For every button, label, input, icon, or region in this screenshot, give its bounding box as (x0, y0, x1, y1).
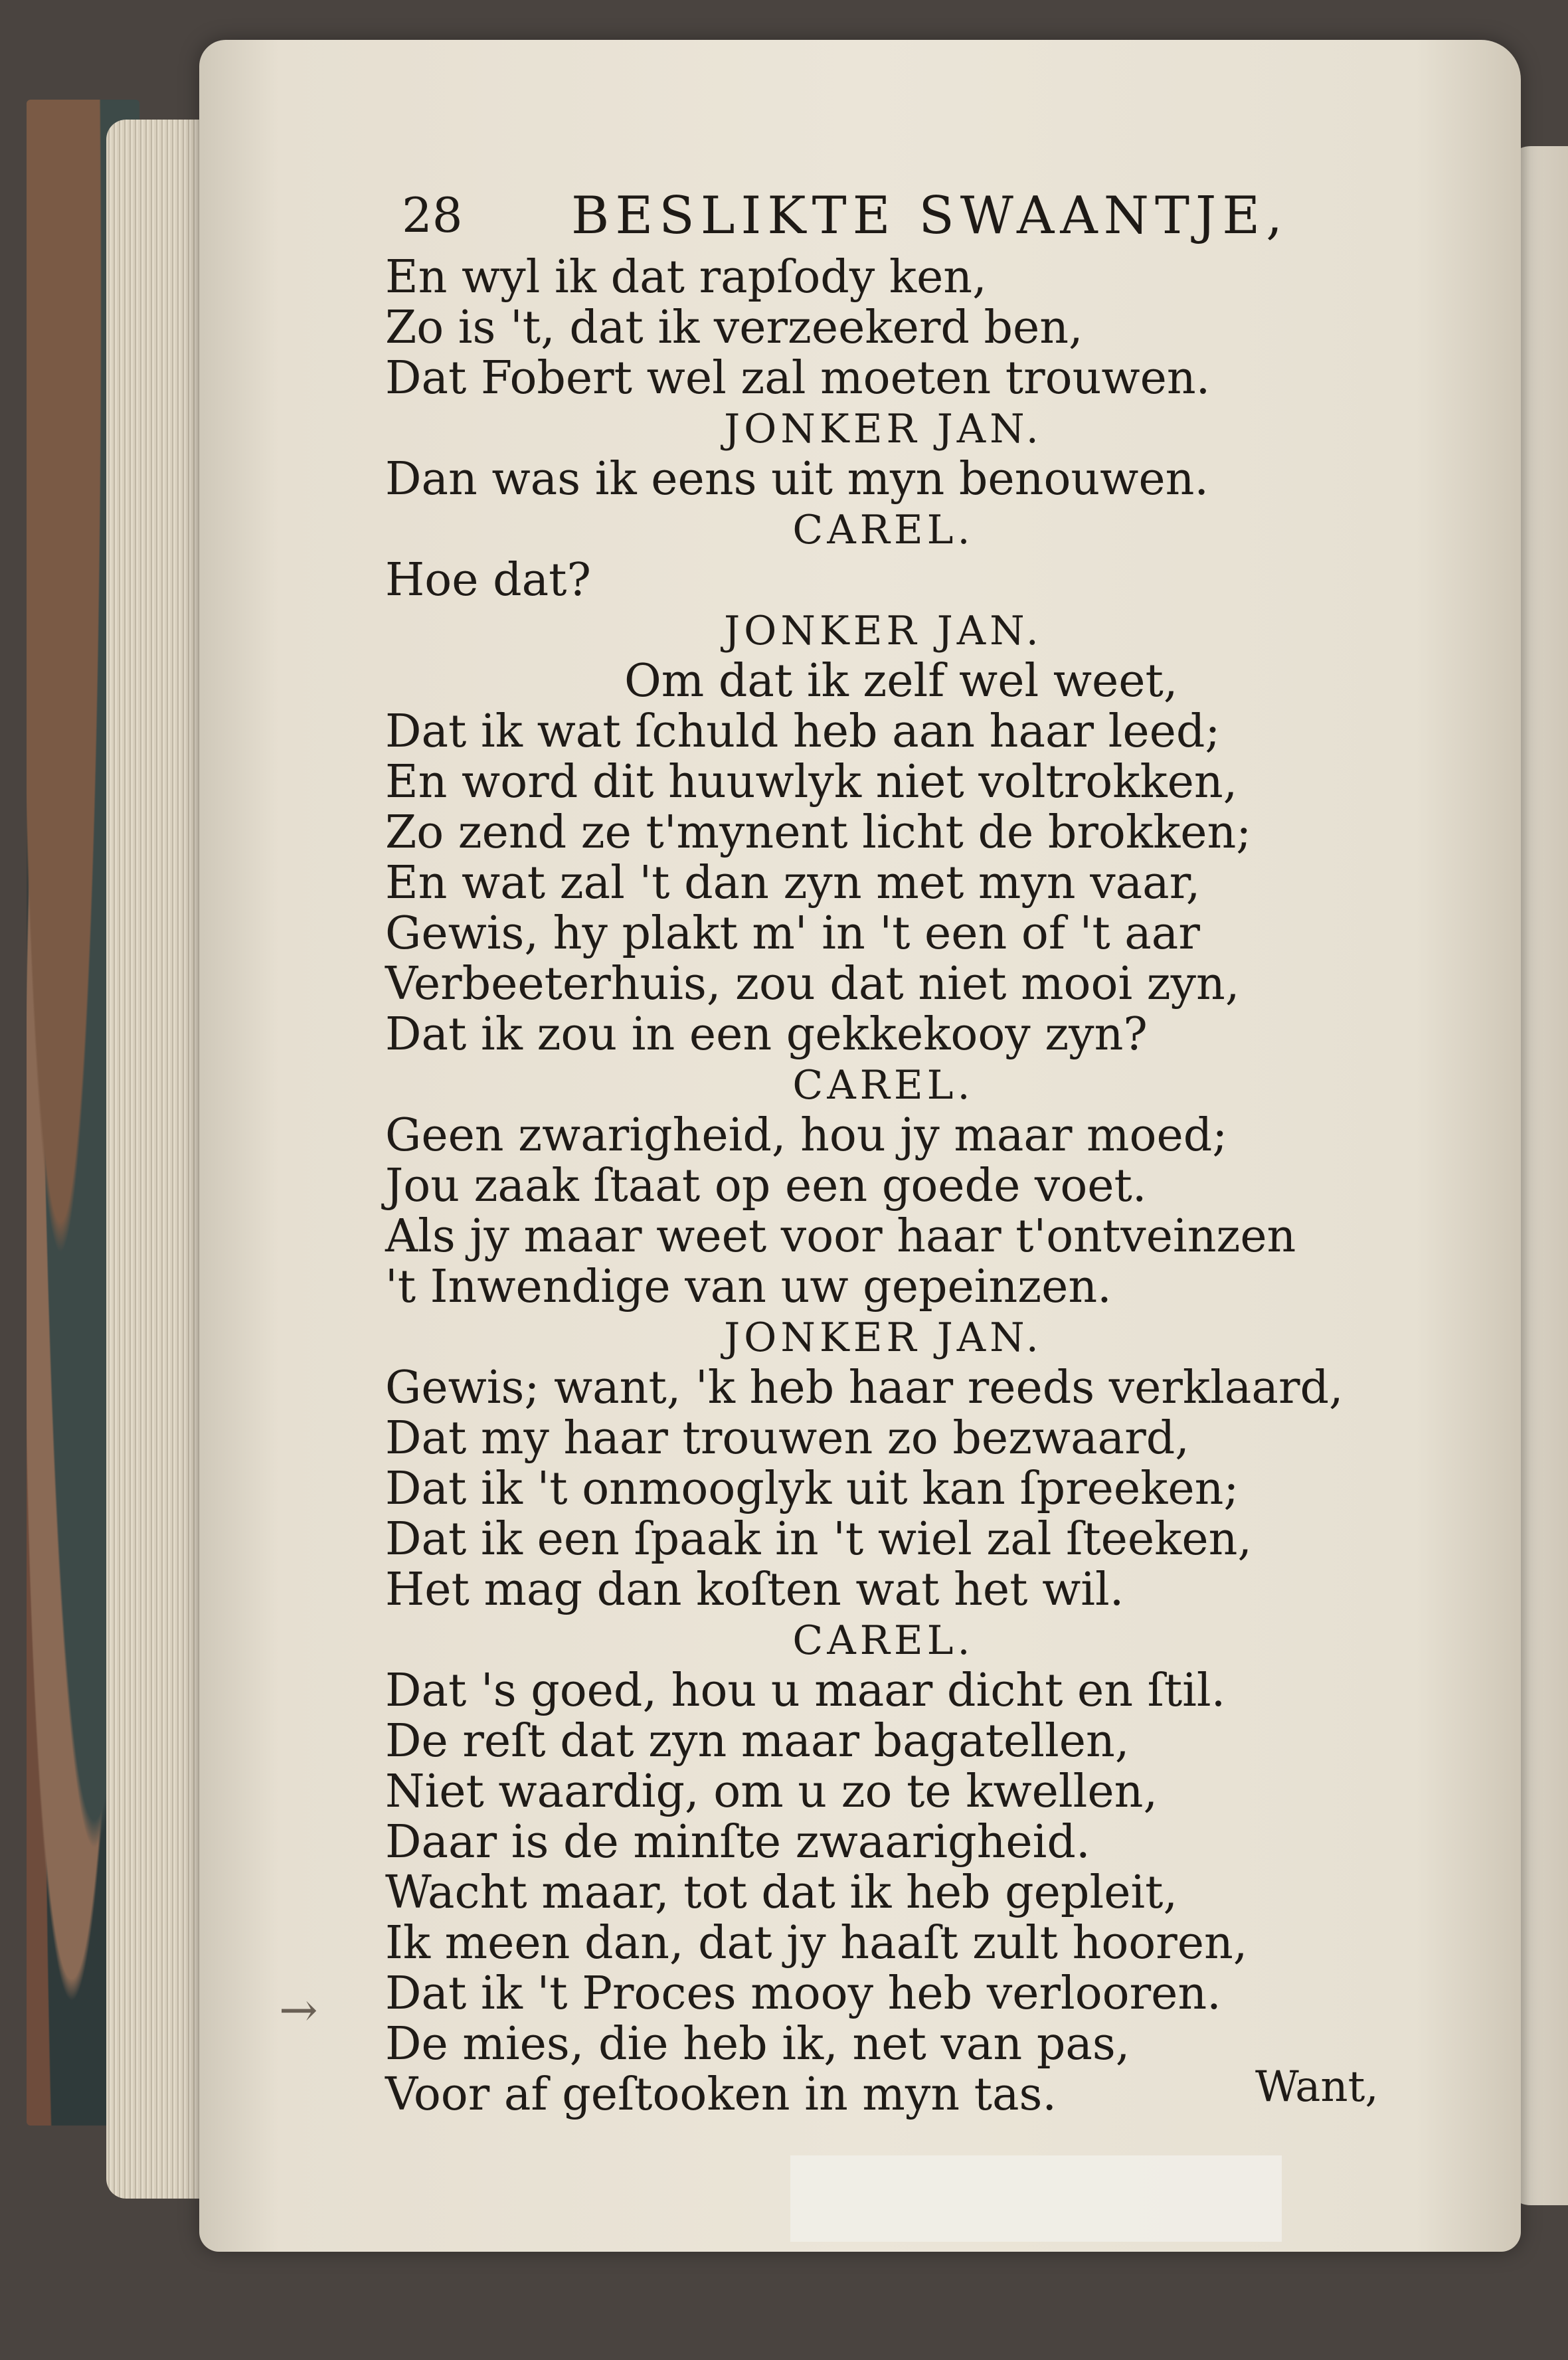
verse-line: Niet waardig, om u zo te kwellen, (385, 1766, 1158, 1818)
verse-line: Wacht maar, tot dat ik heb gepleit, (385, 1866, 1178, 1919)
catchword: Want, (1255, 2062, 1379, 2112)
page-number: 28 (402, 187, 463, 243)
verse-line: Dan was ik eens uit myn benouwen. (385, 453, 1209, 505)
verse-line: Dat ik wat ſchuld heb aan haar leed; (385, 705, 1221, 758)
verse-line: De mies, die heb ik, net van pas, (385, 2018, 1130, 2070)
verse-line: Dat ik zou in een gekkekooy zyn? (385, 1008, 1148, 1061)
verse-line: Gewis; want, 'k heb haar reeds verklaard, (385, 1362, 1344, 1414)
verse-line: Zo is 't, dat ik verzeekerd ben, (385, 302, 1083, 354)
verse-line: En word dit huuwlyk niet voltrokken, (385, 756, 1238, 808)
verse-line: Ik meen dan, dat jy haaſt zult hooren, (385, 1917, 1248, 1969)
verse-line: Geen zwarigheid, hou jy maar moed; (385, 1109, 1228, 1162)
verse-line: En wyl ik dat rapſody ken, (385, 251, 987, 304)
verse-line: Dat ik 't Proces mooy heb verlooren. (385, 1967, 1221, 2020)
verse-line: Verbeeterhuis, zou dat niet mooi zyn, (385, 958, 1240, 1010)
verse-line: Jou zaak ſtaat op een goede voet. (385, 1160, 1147, 1212)
verse-line: Het mag dan koſten wat het wil. (385, 1564, 1124, 1616)
margin-arrow: → (279, 1983, 318, 2037)
running-title: BESLIKTE SWAANTJE, (571, 186, 1288, 246)
speaker-name: JONKER JAN. (724, 406, 1043, 452)
verse-line: De reſt dat zyn maar bagatellen, (385, 1715, 1130, 1768)
verse-line: En wat zal 't dan zyn met myn vaar, (385, 857, 1201, 909)
verse-line: 't Inwendige van uw gepeinzen. (385, 1261, 1112, 1313)
verse-line: Als jy maar weet voor haar t'ontveinzen (385, 1210, 1296, 1263)
verse-line: Gewis, hy plakt m' in 't een of 't aar (385, 907, 1200, 960)
verse-line: Dat ik 't onmooglyk uit kan ſpreeken; (385, 1463, 1239, 1515)
verse-line: Zo zend ze t'mynent licht de brokken; (385, 806, 1252, 859)
speaker-name: JONKER JAN. (724, 608, 1043, 654)
play-text (385, 252, 1381, 2120)
speaker-name: CAREL. (792, 507, 974, 553)
verse-line: Hoe dat? (385, 554, 591, 606)
verse-line: Dat Fobert wel zal moeten trouwen. (385, 352, 1211, 405)
verse-line: Dat 's goed, hou u maar dicht en ſtil. (385, 1665, 1226, 1717)
verse-line: Dat ik een ſpaak in 't wiel zal ſteeken, (385, 1513, 1252, 1566)
verse-line: Om dat ik zelf wel weet, (624, 655, 1178, 707)
label-sticker (790, 2155, 1282, 2242)
verse-line: Voor af geſtooken in myn tas. (385, 2068, 1057, 2121)
verse-line: Dat my haar trouwen zo bezwaard, (385, 1412, 1189, 1465)
page-edges (106, 120, 213, 2199)
verse-line: Daar is de minſte zwaarigheid. (385, 1816, 1090, 1868)
speaker-name: CAREL. (792, 1617, 974, 1664)
speaker-name: CAREL. (792, 1062, 974, 1109)
speaker-name: JONKER JAN. (724, 1315, 1043, 1361)
